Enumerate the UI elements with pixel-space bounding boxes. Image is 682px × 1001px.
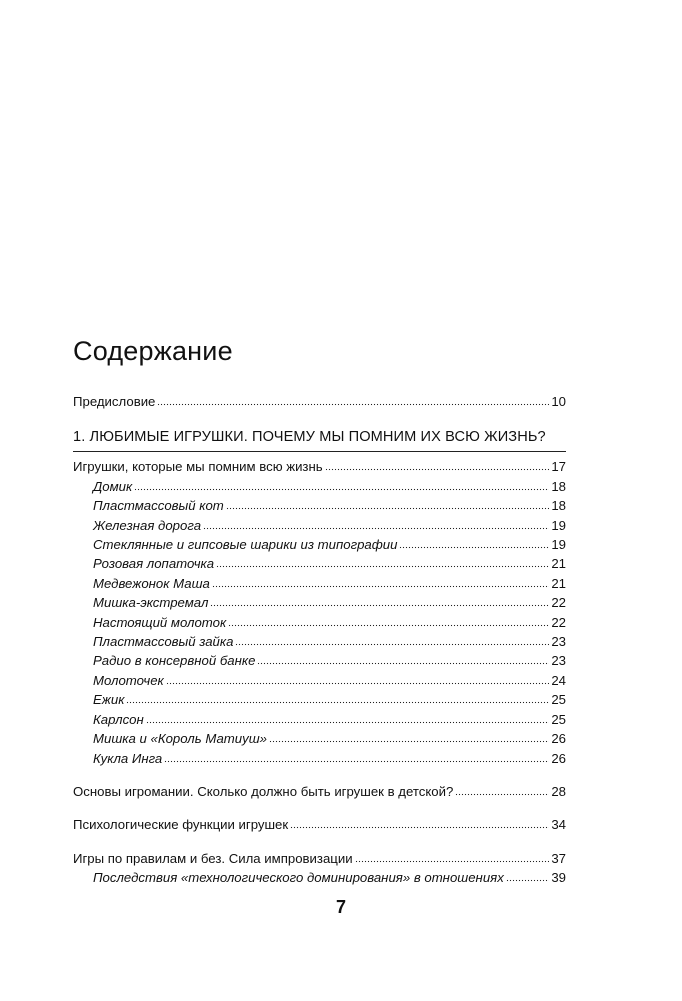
dot-leader [203,527,549,530]
toc-entry-page: 10 [551,394,566,409]
dot-leader [257,662,549,665]
toc-entry-page: 17 [551,459,566,475]
toc-entry-page: 19 [551,537,566,553]
toc-entry-title: Основы игромании. Сколько должно быть игрушек в детской? [73,783,454,799]
toc-entry [73,457,566,476]
toc-subentry [73,477,566,496]
toc-entry-title: Кукла Инга [93,750,163,766]
toc-entry-page: 39 [551,870,566,886]
toc-entry-page: 18 [551,498,566,514]
toc-entry-title: Радио в консервной банке [93,653,256,669]
dot-leader [455,793,549,796]
toc-entry-title: Пластмассовый зайка [93,634,234,650]
toc-entry-page: 21 [551,556,566,572]
toc-subentry [73,710,566,729]
toc-subentry [73,690,566,709]
toc-subentry [73,749,566,768]
toc-subentry [73,613,566,632]
toc-entry-page: 26 [551,750,566,766]
toc-subentry [73,574,566,593]
toc-entry-title: Мишка и «Король Матиуш» [93,731,268,747]
toc-subentry [73,868,566,887]
toc-entry-title: Мишка-экстремал [93,595,209,611]
toc-entry-page: 22 [551,595,566,611]
toc-entry-page: 18 [551,478,566,494]
toc-entry-title: Розовая лопаточка [93,556,215,572]
toc-subentry [73,671,566,690]
dot-leader [355,860,550,863]
toc-entry-page: 25 [551,692,566,708]
dot-leader [325,468,550,471]
dot-leader [216,565,549,568]
dot-leader [212,585,549,588]
dot-leader [166,682,550,685]
dot-leader [134,488,549,491]
dot-leader [226,507,550,510]
toc-entry-title: Последствия «технологического доминирования» в отношениях [93,870,504,886]
toc-subentry [73,554,566,573]
toc-entry-title: Настоящий молоток [93,614,227,630]
toc-entry [73,849,566,868]
chapter-title: 1. ЛЮБИМЫЕ ИГРУШКИ. ПОЧЕМУ МЫ ПОМНИМ ИХ ВСЮ ЖИЗНЬ? [73,428,566,452]
toc-entry-page: 37 [551,850,566,866]
toc-entry-page: 26 [551,731,566,747]
toc-entry-title: Игрушки, которые мы помним всю жизнь [73,459,323,475]
toc-subentry [73,729,566,748]
toc-entry-title: Ежик [93,692,125,708]
toc-entry-page: 23 [551,653,566,669]
toc-entry-page: 22 [551,614,566,630]
toc-entry-preface [73,392,566,411]
dot-leader [290,826,549,829]
toc-entry [73,815,566,834]
toc-heading: Содержание [73,336,233,366]
dot-leader [157,403,549,406]
toc-subentry [73,651,566,670]
toc-entry-page: 24 [551,672,566,688]
toc-entry-page: 21 [551,575,566,591]
toc-entry-page: 34 [551,817,566,833]
dot-leader [235,643,549,646]
toc-subentry [73,516,566,535]
dot-leader [210,604,549,607]
toc-entry-title: Молоточек [93,672,164,688]
toc-entry-title: Пластмассовый кот [93,498,224,514]
dot-leader [506,879,550,882]
dot-leader [126,701,549,704]
toc-entry-title: Игры по правилам и без. Сила импровизации [73,850,353,866]
toc-entry-title: Карлсон [93,711,144,727]
toc-entry-title: Медвежонок Маша [93,575,210,591]
toc-entry-title: Предисловие [73,394,156,409]
dot-leader [269,740,549,743]
toc-subentry [73,535,566,554]
dot-leader [399,546,549,549]
page-number: 7 [335,897,346,917]
toc-subentry [73,632,566,651]
toc-entry-page: 25 [551,711,566,727]
table-of-contents [73,392,566,888]
toc-entry-page: 19 [551,517,566,533]
toc-subentry [73,593,566,612]
toc-entry-page: 28 [551,783,566,799]
toc-entry-title: Домик [93,478,133,494]
toc-entry-title: Психологические функции игрушек [73,817,289,833]
dot-leader [228,624,549,627]
toc-subentry [73,496,566,515]
toc-entry [73,782,566,801]
toc-entry-title: Стеклянные и гипсовые шарики из типографии [93,537,398,553]
toc-entry-title: Железная дорога [93,517,202,533]
dot-leader [146,721,550,724]
toc-entry-page: 23 [551,634,566,650]
dot-leader [164,760,549,763]
